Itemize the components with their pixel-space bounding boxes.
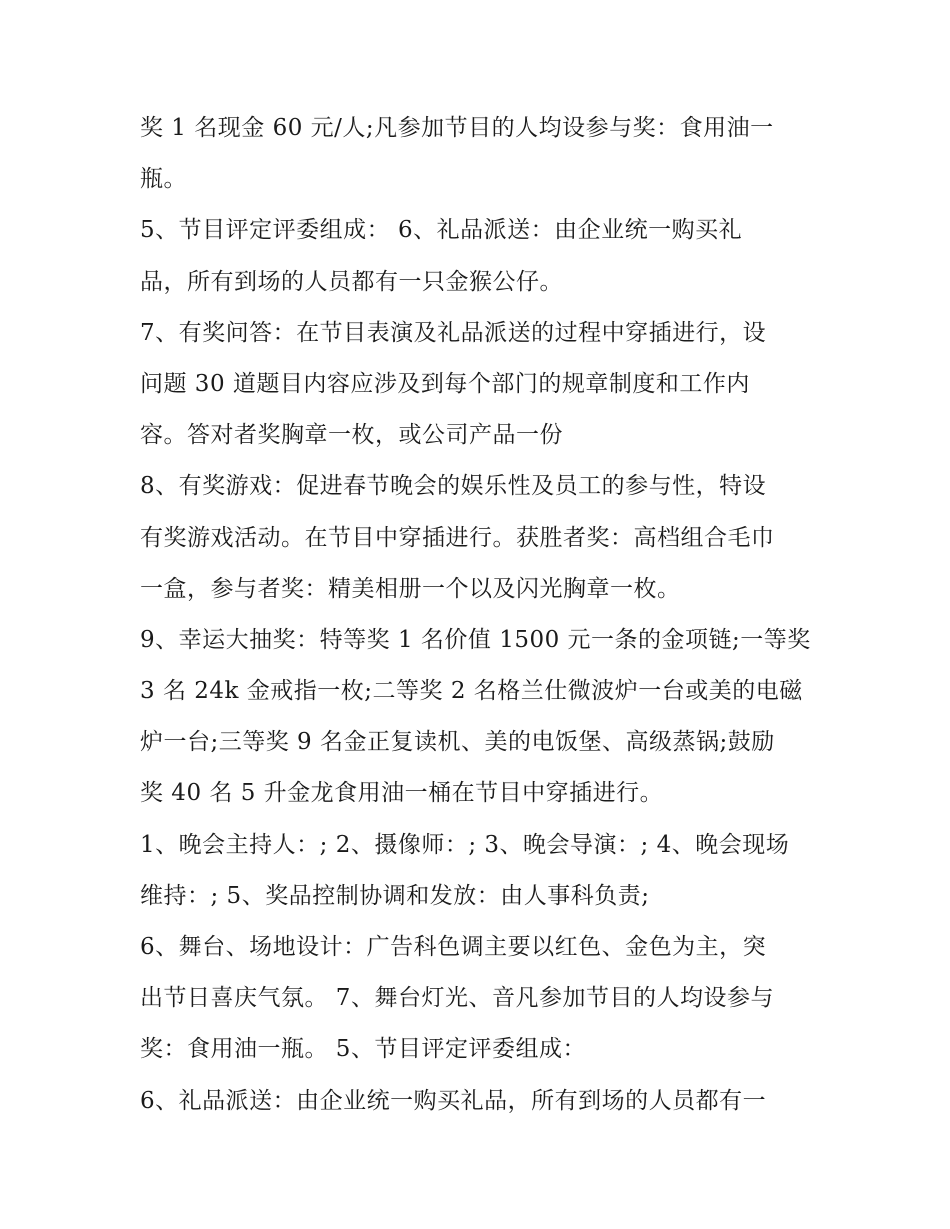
- text-line: 奖：食用油一瓶。 5、节目评定评委组成：: [140, 1036, 586, 1063]
- document-body: [140, 103, 840, 1127]
- text-line: 5、节目评定评委组成： 6、礼品派送：由企业统一购买礼: [140, 217, 743, 244]
- text-line: 8、有奖游戏：促进春节晚会的娱乐性及员工的参与性，特设: [140, 473, 767, 500]
- text-line: 6、礼品派送：由企业统一购买礼品，所有到场的人员都有一: [140, 1087, 767, 1114]
- text-line: 1、晚会主持人：; 2、摄像师：; 3、晚会导演：; 4、晚会现场: [140, 831, 790, 858]
- text-line: 维持：; 5、奖品控制协调和发放：由人事科负责;: [140, 882, 650, 909]
- text-line: 9、幸运大抽奖：特等奖 1 名价值 1500 元一条的金项链;一等奖: [140, 626, 811, 653]
- text-line: 容。答对者奖胸章一枚，或公司产品一份: [140, 422, 563, 449]
- text-line: 7、有奖问答：在节目表演及礼品派送的过程中穿插进行，设: [140, 319, 767, 346]
- text-line: 瓶。: [140, 166, 187, 193]
- text-line: 奖 1 名现金 60 元/人;凡参加节目的人均设参与奖：食用油一: [140, 115, 774, 141]
- text-line: 出节日喜庆气氛。 7、舞台灯光、音凡参加节目的人均设参与: [140, 985, 774, 1012]
- text-line: 炉一台;三等奖 9 名金正复读机、美的电饭堡、高级蒸锅;鼓励: [140, 729, 775, 756]
- text-line: 3 名 24k 金戒指一枚;二等奖 2 名格兰仕微波炉一台或美的电磁: [140, 678, 803, 705]
- text-line: 6、舞台、场地设计：广告科色调主要以红色、金色为主，突: [140, 934, 767, 960]
- text-line: 问题 30 道题目内容应涉及到每个部门的规章制度和工作内: [140, 370, 750, 397]
- text-line: 奖 40 名 5 升金龙食用油一桶在节目中穿插进行。: [140, 780, 664, 807]
- text-line: 品，所有到场的人员都有一只金猴公仔。: [140, 268, 563, 295]
- text-line: 有奖游戏活动。在节目中穿插进行。获胜者奖：高档组合毛巾: [140, 524, 775, 551]
- text-line: 一盒，参与者奖：精美相册一个以及闪光胸章一枚。: [140, 575, 681, 602]
